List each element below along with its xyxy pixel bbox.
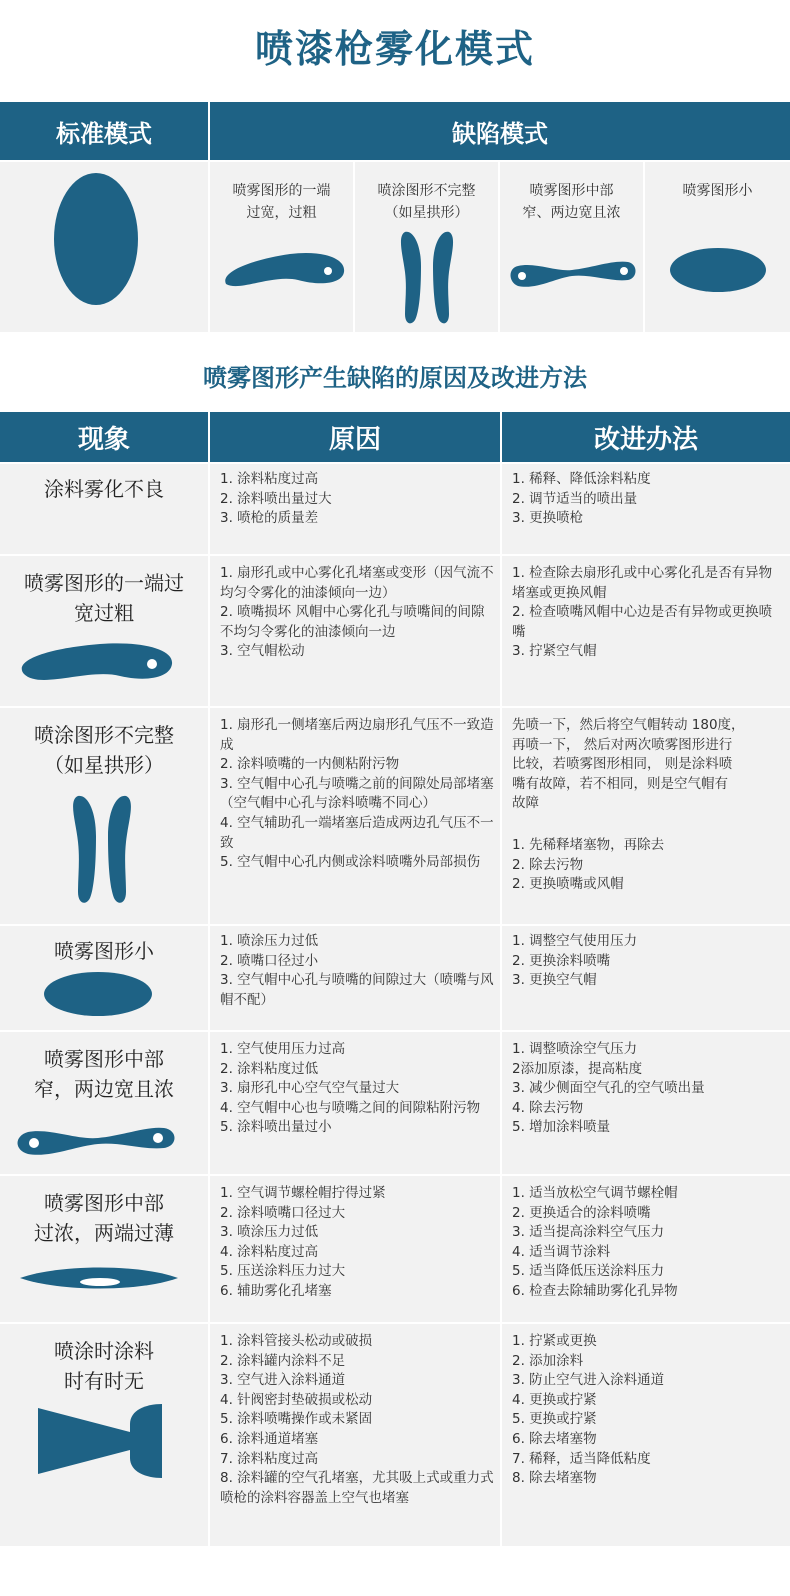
small-pattern-icon [645, 162, 790, 332]
row-5-fixes: 1. 调整喷涂空气压力 2添加原漆，提高粘度 3. 减少侧面空气孔的空气喷出量 4. 除去污物 5. 增加涂料喷量 [512, 1041, 705, 1136]
narrow-middle-pattern-icon [500, 162, 643, 332]
row-2-phenomenon: 喷雾图形的一端过 宽过粗 [24, 571, 184, 625]
standard-mode-header: 标准模式 [0, 102, 208, 160]
row-5-causes: 1. 空气使用压力过高 2. 涂料粘度过低 3. 扇形孔中心空气空气量过大 4. 空气帽中心也与喷嘴之间的间隙粘附污物 5. 涂料喷出量过小 [220, 1041, 481, 1136]
standard-pattern-icon [0, 162, 208, 332]
row-3-fixes: 1. 先稀释堵塞物，再除去 2. 除去污物 2. 更换喷嘴或风帽 [512, 837, 665, 893]
row-6-fixes: 1. 适当放松空气调节螺栓帽 2. 更换适合的涂料喷嘴 3. 适当提高涂料空气压力 4. 适当调节涂料 5. 适当降低压送涂料压力 6. 检查去除辅助雾化孔异物 [512, 1185, 678, 1299]
small-pattern-icon [0, 926, 208, 1030]
phenomenon-header: 现象 [0, 412, 208, 462]
row-3-phenomenon: 喷涂图形不完整 （如星拱形） [34, 723, 174, 777]
row-3-fixes-intro: 先喷一下，然后将空气帽转动 180度， 再喷一下， 然后对两次喷雾图形进行 比较，若喷雾图形相同， 则是涂料喷 嘴有故障，若不相同，则是空气帽有 故障 [512, 717, 745, 812]
defect-label-2: 喷涂图形不完整 （如星拱形） [377, 183, 476, 221]
cause-header: 原因 [210, 412, 500, 462]
defect-mode-header: 缺陷模式 [210, 102, 790, 160]
row-7-phenomenon: 喷涂时涂料 时有时无 [54, 1339, 154, 1393]
row-3-causes: 1. 扇形孔一侧堵塞后两边扇形孔气压不一致造成 2. 涂料喷嘴的一内侧粘附污物 3. 空气帽中心孔与喷嘴之前的间隙处局部堵塞（空气帽中心孔与涂料喷嘴不同心） 4. 空气辅助孔一端堵塞后造成两边孔气压不一致 5. 空气帽中心孔内侧或涂料喷嘴外局部损伤 [220, 717, 494, 871]
row-1-causes: 1. 涂料粘度过高 2. 涂料喷出量过大 3. 喷枪的质量差 [220, 471, 332, 527]
row-2-causes: 1. 扇形孔或中心雾化孔堵塞或变形（因气流不均匀令雾化的油漆倾向一边） 2. 喷嘴损坏 风帽中心雾化孔与喷嘴间的间隙不均匀令雾化的油漆倾向一边 3. 空气帽松动 [220, 565, 494, 660]
page-title: 喷漆枪雾化模式 [254, 27, 535, 71]
split-pattern-icon [355, 162, 498, 332]
row-1-fixes: 1. 稀释、降低涂料粘度 2. 调节适当的喷出量 3. 更换喷枪 [512, 471, 651, 527]
split-pattern-icon [0, 708, 208, 924]
wide-end-pattern-icon [210, 162, 353, 332]
narrow-middle-pattern-icon [0, 1032, 208, 1174]
row-5-phenomenon: 喷雾图形中部 窄，两边宽且浓 [34, 1047, 174, 1101]
row-2-fixes: 1. 检查除去扇形孔或中心雾化孔是否有异物堵塞或更换风帽 2. 检查喷嘴风帽中心边是否有异物或更换喷嘴 3. 拧紧空气帽 [512, 565, 773, 660]
row-7-fixes: 1. 拧紧或更换 2. 添加涂料 3. 防止空气进入涂料通道 4. 更换或拧紧 5. 更换或拧紧 6. 除去堵塞物 7. 稀释，适当降低粘度 8. 除去堵塞物 [512, 1333, 665, 1487]
defect-label-3: 喷雾图形中部 窄、两边宽且浓 [522, 183, 621, 221]
row-6-causes: 1. 空气调节螺栓帽拧得过紧 2. 涂料喷嘴口径过大 3. 喷涂压力过低 4. 涂料粘度过高 5. 压送涂料压力过大 6. 辅助雾化孔堵塞 [220, 1185, 386, 1299]
row-7-causes: 1. 涂料管接头松动或破损 2. 涂料罐内涂料不足 3. 空气进入涂料通道 4. 针阀密封垫破损或松动 5. 涂料喷嘴操作或未紧固 6. 涂料通道堵塞 7. 涂料粘度过高 8. 涂料罐的空气孔堵塞，尤其吸上式或重力式喷枪的涂料容器盖上空气也堵塞 [220, 1333, 494, 1506]
intermittent-spray-icon [0, 1324, 208, 1546]
thick-middle-pattern-icon [0, 1176, 208, 1322]
wide-end-pattern-icon [0, 556, 208, 706]
row-6-phenomenon: 喷雾图形中部 过浓，两端过薄 [34, 1191, 174, 1245]
row-1-phenomenon: 涂料雾化不良 [44, 477, 164, 501]
row-4-phenomenon: 喷雾图形小 [54, 939, 154, 963]
defect-label-1: 喷雾图形的一端 过宽，过粗 [232, 183, 331, 221]
defect-label-4: 喷雾图形小 [682, 183, 753, 199]
row-4-fixes: 1. 调整空气使用压力 2. 更换涂料喷嘴 3. 更换空气帽 [512, 933, 638, 989]
fix-header: 改进办法 [502, 412, 790, 462]
section-subtitle: 喷雾图形产生缺陷的原因及改进方法 [203, 364, 587, 392]
row-4-causes: 1. 喷涂压力过低 2. 喷嘴口径过小 3. 空气帽中心孔与喷嘴的间隙过大（喷嘴与风帽不配） [220, 933, 494, 1008]
